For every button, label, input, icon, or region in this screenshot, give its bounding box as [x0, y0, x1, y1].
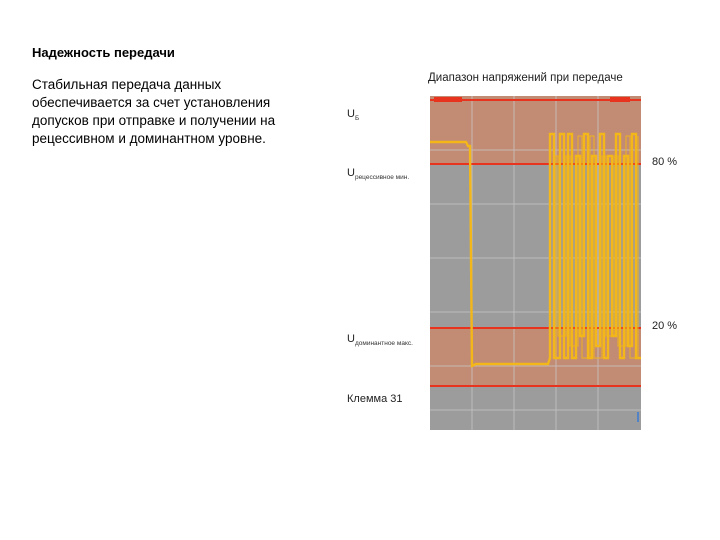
top-marker-left: [434, 97, 462, 102]
label-u-dominant-max: $U_{доминантное макс.}$: [347, 333, 413, 347]
top-marker-right: [610, 97, 630, 102]
slide-body-text: Стабильная передача данных обеспечивается за счет установления допусков при отправке и получении на рецессивном и доминантном уровне.: [32, 77, 276, 146]
threshold-lower-label: 20 %: [652, 320, 678, 332]
slide-title: Надежность передачи: [32, 45, 175, 60]
threshold-upper-label: 80 %: [652, 156, 678, 168]
oscilloscope-screen: [430, 96, 641, 430]
label-terminal-31: Клемма 31: [347, 393, 403, 405]
dominant-tolerance-band: [430, 328, 641, 386]
diagram-caption: Диапазон напряжений при передаче: [428, 72, 623, 84]
label-u-recessive-min: $U_{рецессивное мин.}$: [347, 167, 410, 181]
label-ub: $U_Б$: [347, 108, 360, 122]
recessive-tolerance-band: [430, 96, 641, 164]
